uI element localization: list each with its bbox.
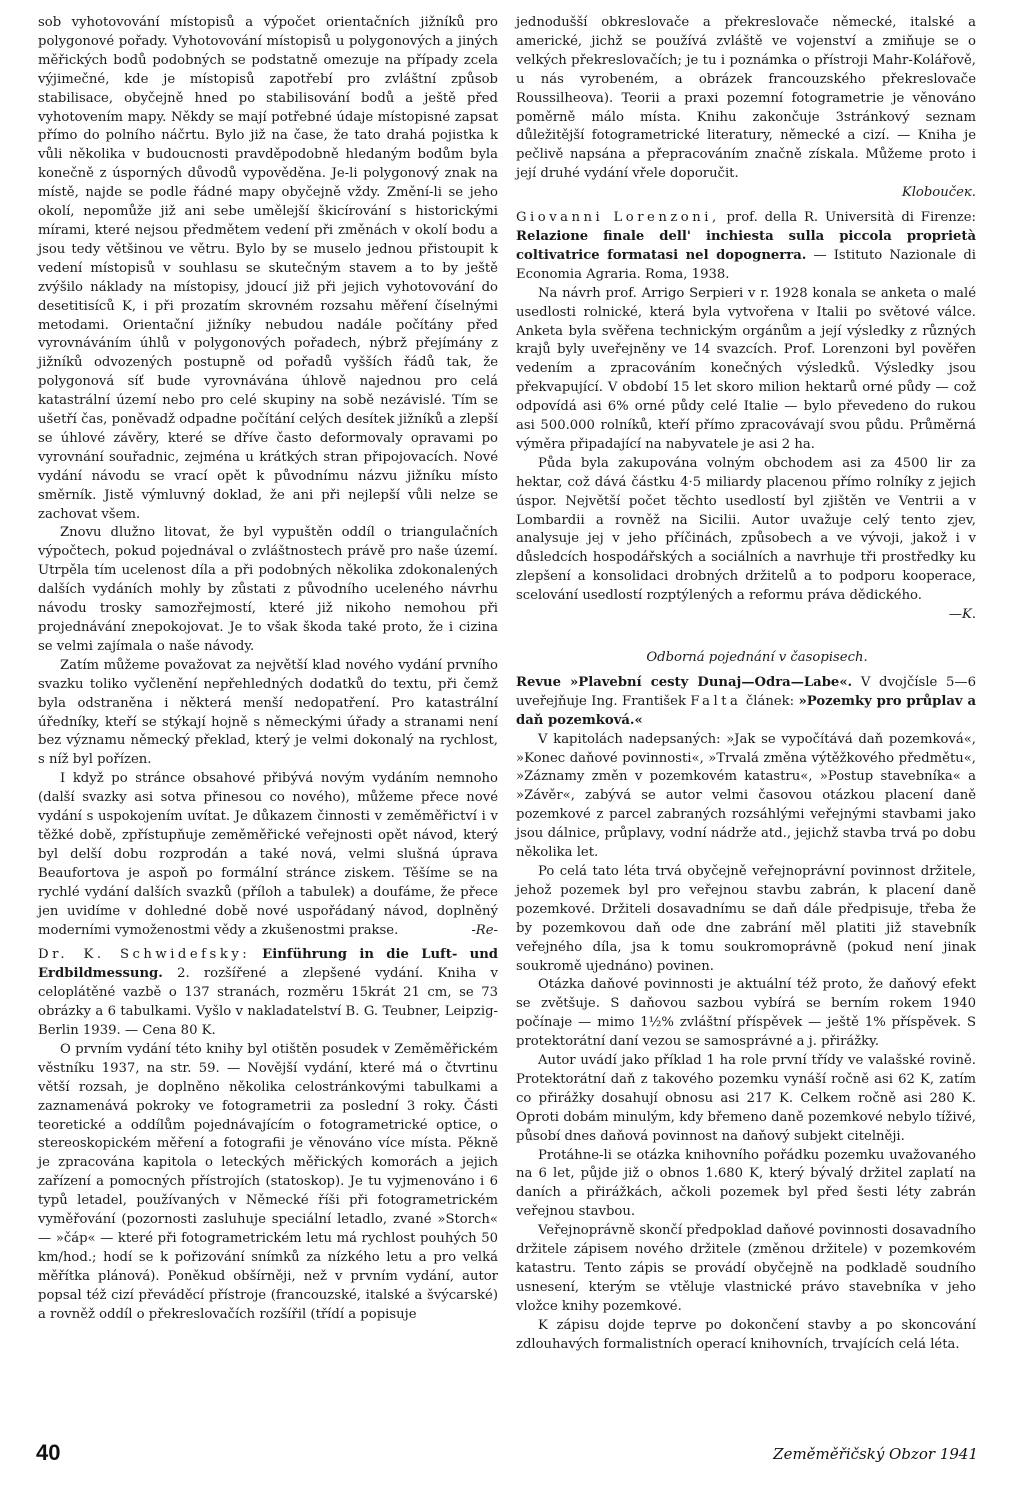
revue-author: Falta [690,693,742,709]
revue-heading [516,674,976,731]
review-affiliation: prof. della R. Università di Firenze: [726,210,976,226]
paragraph: Na návrh prof. Arrigo Serpieri v r. 1928 konala se anketa o malé usedlosti rolnické, která byla vytvořena v Italii po světové válce. Anketa byla svěřena technickým orgánům a její výsledky z různých krajů byly uveřejněny ve 14 svazcích. Prof. Lorenzoni byl pověřen vedením a zpracováním konečných výsledků. Výsledky jsou překvapující. V období 15 let skoro milion hektarů orné půdy — což odpovídá asi 6% orné půdy celé Italie — bylo převedeno do rukou asi 500.000 rolníků, kteří přímo zpracovávají svou půdu. Průměrná výměra připadající na nabyvatele je asi 2 ha. [516,285,976,452]
review-heading [38,946,498,1041]
review-details: — Istituto Nazionale di Economia Agraria. Roma, 1938. [516,247,976,282]
paragraph: Půda byla zakupována volným obchodem asi za 4500 lir za hektar, což dává částku 4·5 miliardy placenou přímo rolníky z jejich úspor. Největší počet těchto usedlostí byl zjištěn ve Ventrii a v Lombardii a rovněž na Sicilii. Autor uvažuje celý tento zjev, analysuje jej v jeho příčinách, způsobech a ve vývoji, jakož i v důsledcích hospodářských a sociálních a navrhuje tři prostředky ku zlepšení a konsolidaci drobných držitelů a to podporu kooperace, scelování usedlostí rozptýlených a reformu práva dědického. [516,455,976,604]
review-author: Giovanni Lorenzoni, [516,210,720,226]
review-heading [516,209,976,285]
paragraph: Autor uvádí jako příklad 1 ha role první třídy ve valašské rovině. Protektorátní daň z takového pozemku vynáší ročně asi 62 K, zatím co přirážky dosahují obnosu asi 217 K. Celkem ročně asi 280 K. Oproti dobám minulým, kdy břemeno daně pozemkové nebylo tíživé, působí dnes daňová povinnost na daňový subjekt citelněji. [516,1053,976,1144]
paragraph: K zápisu dojde teprve po dokončení stavby a po skoncování zdlouhavých formalistních operací knihovních, trvajících celá léta. [516,1317,976,1352]
revue-text-after: článek: [745,693,795,709]
paragraph: V kapitolách nadepsaných: »Jak se vypočítává daň pozemková«, »Konec daňové povinnosti«, »Trvalá změna výtěžkového předmětu«, »Záznamy změn v pozemkovém katastru«, »Postup stavebníka« a »Závěr«, zabývá se autor velmi časovou otázkou placení daně pozemkové z parcel zabraných rozsáhlými veřejnými stavbami jako jsou dálnice, průplavy, vodní nádrže atd., jejichž stavba trvá po dobu několika let. [516,731,976,861]
revue-name: Revue »Plavební cesty Dunaj—Odra—Labe«. [516,674,853,690]
journal-title: Zeměměřičský Obzor 1941 [773,1445,978,1463]
paragraph: Zatím můžeme považovat za největší klad nového vydání prvního svazku toliko vyčlenění nepřehledných dodatků do textu, při čemž byla odstraněna i některá menší nedopatření. Pro katastrální úředníky, kteří se stýkají hojně s německými úřady a stranami není bez významu německý překlad, který je velmi dokonalý na rychlost, s níž byl pořízen. [38,657,498,768]
section-heading: Odborná pojednání v časopisech. [646,650,868,665]
revue-title: »Pozemky pro průplav a daň pozemková.« [516,693,976,728]
paragraph: O prvním vydání této knihy byl otištěn posudek v Zeměměřickém věstníku 1937, na str. 59. — Novější vydání, které má o čtvrtinu větší rozsah, je doplněno několika celostránkovými tabulkami a zaznamenává pokroky ve fotogrametrii za poslední 3 roky. Části teoretické a oddílům pojednávajícím o fotogrametrické optice, o stereoskopickém měření a fotografii je věnováno více místa. Pěkně je zpracována kapitola o leteckých měřických komorách a jejich zařízení a pomocných přístrojích (statoskop). Je tu vyjmenováno i 6 typů letadel, používaných v Německé říši při fotogrametrickém vyměřování (pozornosti zasluhuje speciální letadlo, zvané »Storch« — »čáp« — které při fotogrametrickém letu má rychlost pouhých 50 km/hod.; hodí se k pořizování snímků za nízkého letu a pro velká měřítka plánová). Poněkud obšírněji, než v prvním vydání, autor popsal též cizí převáděcí přístroje (francouzské, italské a švýcarské) a rovněž oddíl o překreslovačích rozšířil (třídí a popisuje [38,1041,498,1322]
paragraph: sob vyhotovování místopisů a výpočet orientačních jižníků pro polygonové pořady. Vyhotovování místopisů u polygonových a jiných měřických bodů podobných se podstatně omezuje na případy zcela výjimečné, kde je místopisů zapotřebí pro zvláštní způsob stabilisace, obyčejně hned po stabilisování bodů a ještě před vyhotovením mapy. Někdy se mají potřebné údaje místopisné zapsat přímo do polního náčrtu. Bylo již na čase, že tato drahá pojistka k vůli několika v budoucnosti pravděpodobně hledaným bodům byla konečně z úsporných důvodů vypověděna. Je-li polygonový znak na místě, najde se podle řádné mapy obyčejně vždy. Změní-li se jeho okolí, nepomůže již ani sebe umělejší škicírování s historickými mírami, které nejsou předmětem vedení při změnách v okolí bodu a jsou tedy většinou ve větru. Bylo by se muselo jednou přistoupit k vedení místopisů v souhlasu se skutečným stavem a to by ještě zvýšilo náklady na místopisy, jdoucí již při jejich vyhotovování do desetitisíců K, i při prozatím skrovném rozsahu měření číselnými metodami. Orientační jižníky nebudou nadále počítány před vyrovnáváním úhlů v polygonových pořadech, nýbrž přejímány z jižníků odvozených postupně od pořadů vyšších řádů tak, že polygonová síť bude vyrovnávána úhlově najednou pro celá katastrální území nebo pro celé skupiny na sobě nezávislé. Tím se ušetří čas, poněvadž odpadne počítání celých desítek jižníků a zlepší se úhlové závěry, které se dříve často deformovaly opravami po vyrovnání souřadnic, zejména u krátkých stran připojovacích. Nové vydání návodu se vrací opět k původnímu názvu jižníku místo směrník. Jistě výmluvný doklad, že ani při nejlepší vůli nelze se zachovat všem. [38,15,498,522]
paragraph: jednodušší obkreslovače a překreslovače německé, italské a americké, jichž se používá zvláště ve vojenství a zmiňuje se o velkých překreslovačích; je tu i poznámka o přístroji Mahr-Kolářově, u nás vyrobeném, a obrázek francouzského překreslovače Roussilheova). Teorii a praxi pozemní fotogrametrie je věnováno poměrně málo místa. Knihu zakončuje 3stránkový seznam důležitější fotogrametrické literatury, německé a cizí. — Kniha je pečlivě napsána a přepracováním značně získala. Můžeme proto i její druhé vydání vřele doporučit. [516,15,976,182]
paragraph: Veřejnoprávně skončí předpoklad daňové povinnosti dosavadního držitele zápisem nového držitele (změnou držitele) v pozemkovém katastru. Tento zápis se provádí obyčejně na podkladě soudního usnesení, kterým se vtěluje vlastnické právo stavebníka v jeho vložce knihy pozemkové. [516,1223,976,1314]
signature: -Re- [471,922,498,938]
review-title: Relazione finale dell' inchiesta sulla piccola proprietà coltivatrice formatasi nel dopognerra. [516,228,976,263]
signature: Kloboučeк. [901,185,976,201]
revue-text: V dvojčísle 5—6 uveřejňuje Ing. František [516,674,976,709]
paragraph: Otázka daňové povinnosti je aktuální též proto, že daňový efekt se zvětšuje. S daňovou sazbou vybírá se berním rokem 1940 počínaje — mimo 1½% zvláštní příspěvek — ještě 1% příspěvek. S protektorátní daní vezou se samosprávné a j. přirážky. [516,977,976,1050]
paragraph-text: I když po stránce obsahové přibývá novým vydáním nemnoho (další svazky asi sotva přinesou co nového), můžeme přece nové vydání s uspokojením uvítat. Je důkazem činnosti v zeměměřictví i v těžké době, zpřístupňuje zeměměřické veřejnosti opět návod, který byl delší dobu rozprodán a také nová, velmi slušná úprava Beaufortova je aspoň po formální stránce ziskem. Těšíme se na rychlé vydání dalších svazků (příloh a tabulek) a doufáme, že přece jen uvidíme v dohledné době nové uspořádaný návod, doplněný moderními vymoženostmi vědy a zkušenostmi prakse. [38,771,498,938]
review-author: Dr. K. Schwidefsky: [38,947,251,963]
paragraph [38,770,498,940]
signature: —K. [948,607,976,623]
left-column [38,14,498,1325]
review-details: 2. rozšířené a zlepšené vydání. Kniha v celoplátěné vazbě o 137 stranách, rozměru 15krát 21 cm, se 73 obrázky a 6 tabulkami. Vyšlo v nakladatelství B. G. Teubner, Leipzig-Berlin 1939. — Cena 80 K. [38,966,499,1039]
page-number: 40 [36,1440,61,1465]
paragraph: Po celá tato léta trvá obyčejně veřejnoprávní povinnost držitele, jehož pozemek byl pro veřejnou stavbu zabrán, k placení daně pozemkové. Držiteli dosavadnímu se daň dále předpisuje, třeba že by pozemkovou daň ode dne zabrání měl platiti již stavebník veřejného díla, jsa k tomu soukromoprávně (pokud není jinak soukromě ujednáno) povinen. [516,863,976,974]
paragraph: Znovu dlužno litovat, že byl vypuštěn oddíl o triangulačních výpočtech, pokud pojednával o zvláštnostech právě pro naše území. Utrpěla tím ucelenost díla a při podobných několika zdokonalených dalších vydáních mohly by zůstati z původního uceleného návrhu návodu trosky samozřejmostí, které již nikoho nemohou při projednávání znepokojovat. Je to však škoda také proto, že i cizina se velmi zajímala o naše návody. [38,525,498,654]
right-column [516,14,976,1355]
paragraph: Protáhne-li se otázka knihovního pořádku pozemku uvažovaného na 6 let, půjde již o obnos 1.680 K, který bývalý držitel zaplatí na daních a přirážkách, ačkoli pozemek byl před šesti léty zabrán veřejnou stavbou. [516,1147,976,1220]
review-title: Einführung in die Luft- und Erdbildmessung. [38,947,499,982]
